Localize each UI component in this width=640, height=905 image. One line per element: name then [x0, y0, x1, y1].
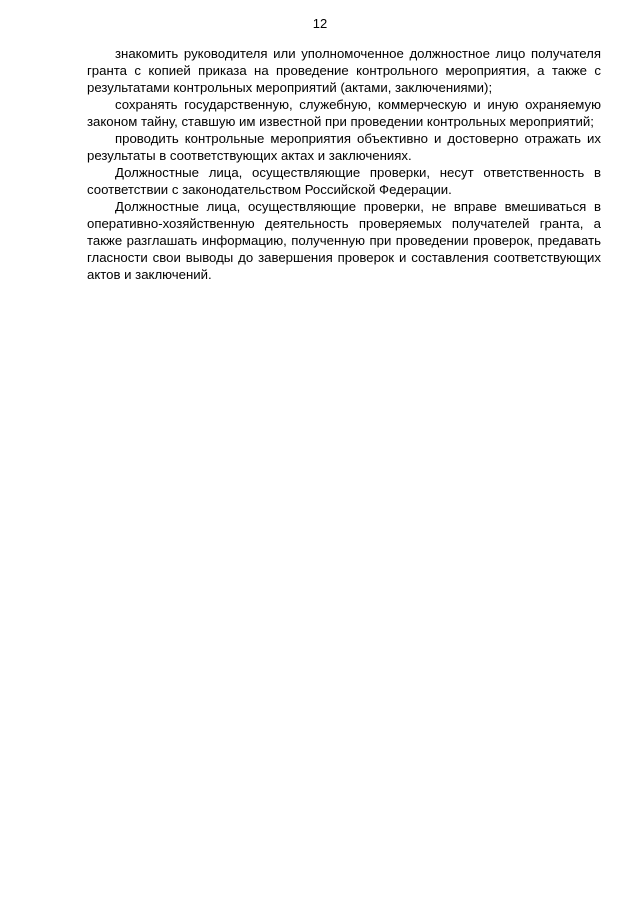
paragraph-familiarize-head: знакомить руководителя или уполномоченное должностное лицо получателя гранта с копией приказа на проведение контрольного мероприятия, а также с результатами контрольных мероприятий (актами, заключениями);	[87, 46, 601, 95]
paragraph-restrictions: Должностные лица, осуществляющие проверки, не вправе вмешиваться в оперативно-хозяйственную деятельность проверяемых получателей гранта, а также разглашать информацию, полученную при проведении проверок, предавать гласности свои выводы до завершения проверок и составления соответствующих актов и заключений.	[87, 199, 601, 282]
paragraph-conduct-objectively: проводить контрольные мероприятия объективно и достоверно отражать их результаты в соответствующих актах и заключениях.	[87, 131, 601, 163]
paragraph-responsibility: Должностные лица, осуществляющие проверки, несут ответственность в соответствии с законодательством Российской Федерации.	[87, 165, 601, 197]
page-number: 12	[312, 16, 328, 31]
paragraph-keep-secret: сохранять государственную, служебную, коммерческую и иную охраняемую законом тайну, ставшую им известной при проведении контрольных мероприятий;	[87, 97, 601, 129]
document-body	[87, 45, 601, 283]
